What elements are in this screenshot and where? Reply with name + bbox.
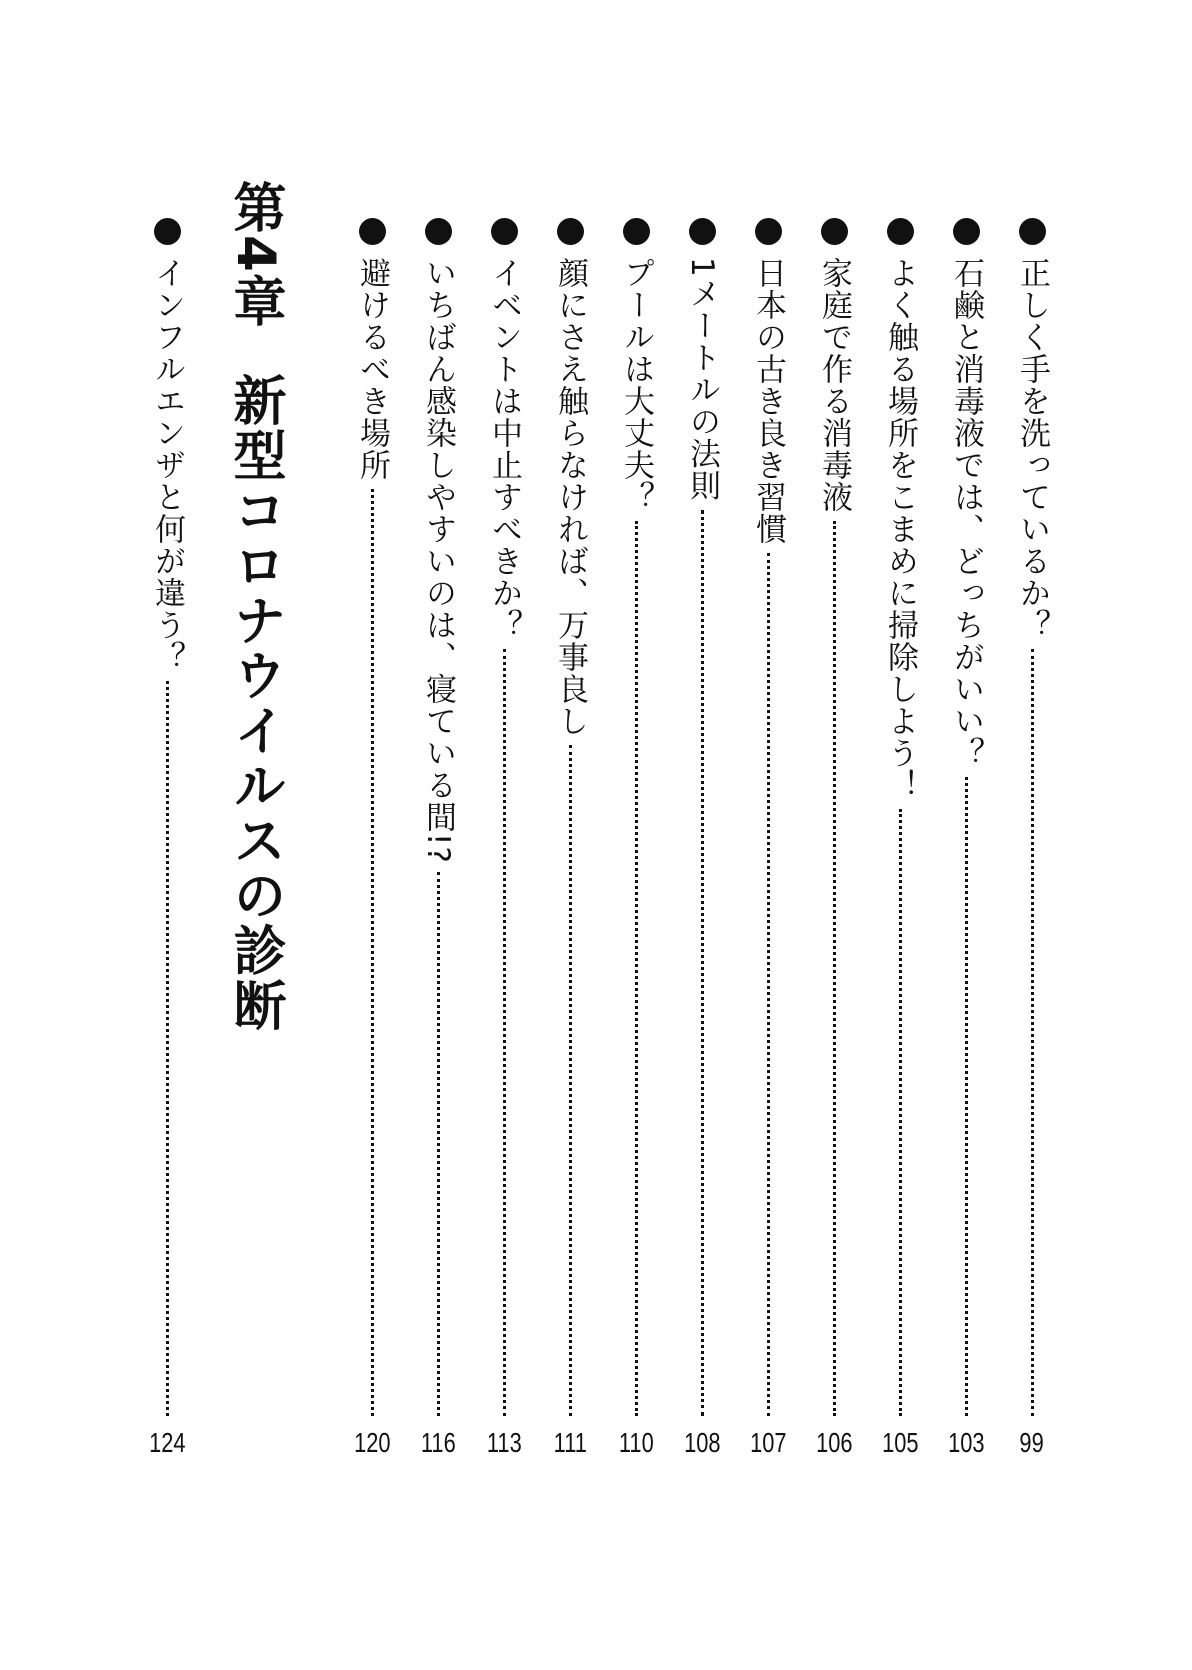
page-number: 107 bbox=[749, 1427, 787, 1458]
toc-entry[interactable] bbox=[616, 218, 656, 1460]
page-number: 110 bbox=[618, 1427, 654, 1458]
chapter-title: 新型コロナウイルスの診断 bbox=[225, 372, 286, 1033]
page-number: 116 bbox=[420, 1427, 456, 1458]
bullet-icon bbox=[887, 218, 914, 245]
dotted-leader bbox=[371, 489, 374, 1416]
bullet-icon bbox=[755, 218, 782, 245]
page-number: 106 bbox=[815, 1427, 853, 1458]
toc-entry[interactable] bbox=[748, 218, 788, 1460]
dotted-leader bbox=[166, 681, 169, 1416]
toc-entry[interactable] bbox=[682, 218, 722, 1460]
toc-entry[interactable] bbox=[484, 218, 524, 1460]
page-number: 108 bbox=[683, 1427, 721, 1458]
toc-entry[interactable] bbox=[814, 218, 854, 1460]
dotted-leader bbox=[437, 872, 440, 1416]
page-number: 120 bbox=[353, 1427, 391, 1458]
bullet-icon bbox=[689, 218, 716, 245]
toc-entry[interactable] bbox=[550, 218, 590, 1460]
entry-title: いちばん感染しやすいのは、寝ている間!? bbox=[420, 257, 456, 864]
dotted-leader bbox=[701, 510, 704, 1416]
dotted-leader bbox=[965, 777, 968, 1416]
toc-entry[interactable] bbox=[946, 218, 986, 1460]
entry-title: よく触る場所をこまめに掃除しよう！ bbox=[882, 257, 918, 801]
bullet-icon bbox=[821, 218, 848, 245]
page-number: 111 bbox=[553, 1427, 587, 1458]
dotted-leader bbox=[899, 809, 902, 1416]
page-number: 99 bbox=[1019, 1427, 1045, 1458]
dotted-leader bbox=[503, 649, 506, 1416]
bullet-icon bbox=[359, 218, 386, 245]
entry-title: インフルエンザと何が違う？ bbox=[149, 257, 185, 673]
toc-entry[interactable] bbox=[880, 218, 920, 1460]
dotted-leader bbox=[1031, 649, 1034, 1416]
entry-title: 顔にさえ触らなければ、万事良し bbox=[552, 257, 588, 737]
entry-title: イベントは中止すべきか？ bbox=[486, 257, 522, 641]
entry-title: 1メートルの法則 bbox=[684, 257, 720, 502]
chapter-heading bbox=[225, 180, 285, 1033]
dotted-leader bbox=[833, 521, 836, 1416]
bullet-icon bbox=[953, 218, 980, 245]
page-number: 124 bbox=[148, 1427, 186, 1458]
entry-title: プールは大丈夫？ bbox=[618, 257, 654, 513]
entry-title: 正しく手を洗っているか？ bbox=[1014, 257, 1050, 641]
entry-title: 避けるべき場所 bbox=[354, 257, 390, 481]
dotted-leader bbox=[569, 745, 572, 1416]
toc-entry[interactable] bbox=[418, 218, 458, 1460]
bullet-icon bbox=[154, 218, 181, 245]
dotted-leader bbox=[635, 521, 638, 1416]
page-number: 113 bbox=[486, 1427, 522, 1458]
toc-entry[interactable] bbox=[1012, 218, 1052, 1460]
bullet-icon bbox=[425, 218, 452, 245]
bullet-icon bbox=[1019, 218, 1046, 245]
entry-title: 石鹸と消毒液では、どっちがいい？ bbox=[948, 257, 984, 769]
bullet-icon bbox=[557, 218, 584, 245]
entry-title: 日本の古き良き習慣 bbox=[750, 257, 786, 545]
entry-title: 家庭で作る消毒液 bbox=[816, 257, 852, 513]
toc-entry[interactable] bbox=[352, 218, 392, 1460]
bullet-icon bbox=[623, 218, 650, 245]
bullet-icon bbox=[491, 218, 518, 245]
chapter-label: 第4章 bbox=[225, 180, 286, 329]
dotted-leader bbox=[767, 553, 770, 1416]
page-number: 103 bbox=[947, 1427, 985, 1458]
toc-entry[interactable] bbox=[147, 218, 187, 1460]
page-number: 105 bbox=[881, 1427, 919, 1458]
